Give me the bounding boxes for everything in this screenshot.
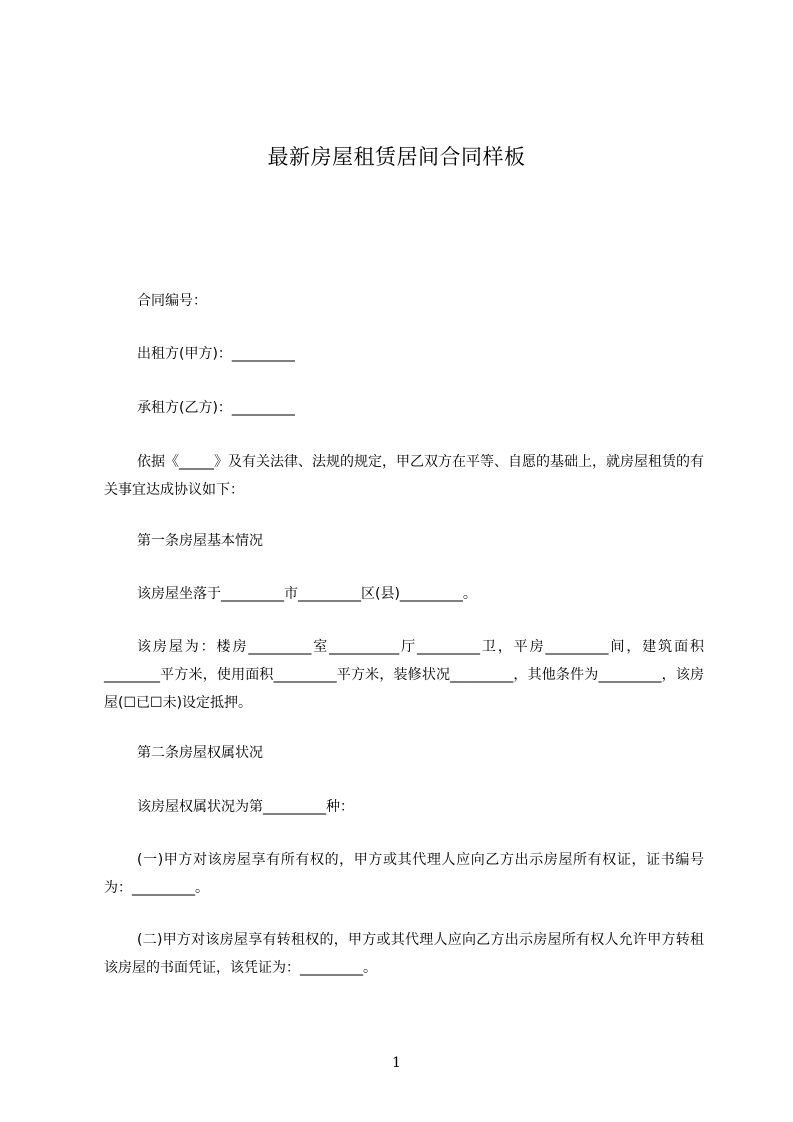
article1-heading: 第一条房屋基本情况 bbox=[137, 533, 263, 549]
article2-item2-paragraph: (二)甲方对该房屋享有转租权的，甲方或其代理人应向乙方出示房屋所有权人允许甲方转租该房屋的书面凭证，该凭证为：_________。 bbox=[104, 932, 704, 976]
article1-details-paragraph: 该房屋为：楼房_________室__________厅_________卫，平房_________间，建筑面积________平方米，使用面积_________平方米，装修状况_________，其他条件为_________，该房屋(☐已☐未)设定抵押。 bbox=[104, 639, 704, 711]
lessor-line: 出租方(甲方)：_________ bbox=[137, 346, 295, 362]
article2-heading: 第二条房屋权属状况 bbox=[137, 745, 263, 761]
article2-status-paragraph: 该房屋权属状况为第_________种： bbox=[137, 799, 354, 815]
document-title: 最新房屋租赁居间合同样板 bbox=[267, 145, 526, 169]
article2-item1-paragraph: (一)甲方对该房屋享有所有权的，甲方或其代理人应向乙方出示房屋所有权证，证书编号为：_________。 bbox=[104, 852, 704, 896]
contract-number-line: 合同编号： bbox=[137, 293, 207, 309]
article1-location-paragraph: 该房屋坐落于_________市_________区(县)_________。 bbox=[137, 586, 477, 602]
page-number: 1 bbox=[392, 1055, 401, 1071]
preamble-paragraph: 依据《_____》及有关法律、法规的规定，甲乙双方在平等、自愿的基础上，就房屋租赁的有关事宜达成协议如下： bbox=[104, 454, 704, 498]
lessee-line: 承租方(乙方)：_________ bbox=[137, 400, 295, 416]
